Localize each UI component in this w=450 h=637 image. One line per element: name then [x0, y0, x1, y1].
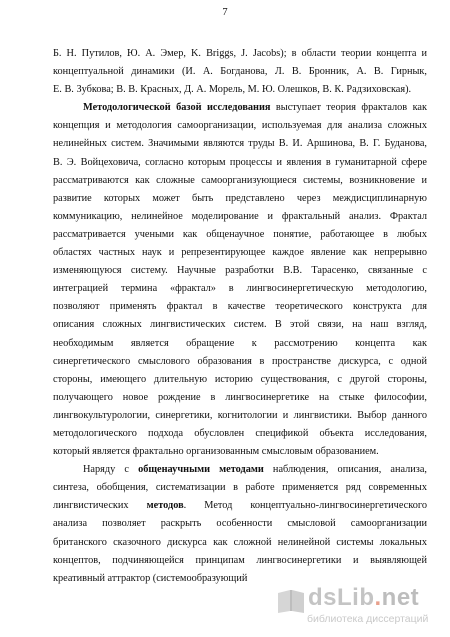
text-segment: развитие которых может быть представлено через междисциплинарную — [53, 192, 427, 204]
text-line — [53, 63, 427, 81]
text-line — [53, 280, 427, 298]
text-segment: синергетического смыслового образования в пространстве дискурса, с одной — [53, 355, 427, 367]
text-line — [53, 552, 427, 570]
text-line — [53, 190, 427, 208]
text-segment: коммуникацию, нелинейное моделирование и фрактальный анализ. Фрактал — [53, 210, 427, 222]
text-line — [53, 117, 427, 135]
text-segment: британского сказочного дискурса как сложной нелинейной системы локальных — [53, 536, 427, 548]
text-segment: областях частных наук и репрезентирующее каждое явление как непрерывно — [53, 247, 427, 259]
document-body — [53, 45, 427, 588]
text-line — [53, 244, 427, 262]
text-segment: лингвокультурологии, синергетики, когнитологии и лингвистики. Выбор данного — [53, 409, 427, 421]
text-segment: концепция и методология самоорганизации, используемая для анализа сложных — [53, 120, 427, 132]
text-line — [53, 353, 427, 371]
text-line — [53, 443, 427, 461]
text-line — [53, 335, 427, 353]
text-segment: стороны, имеющего длительную историю существования, с другой стороны, — [53, 373, 427, 385]
text-line — [53, 389, 427, 407]
text-segment: выступает теория фракталов как — [270, 102, 427, 114]
text-line — [53, 371, 427, 389]
text-segment: В. Э. Войцеховича, согласно которым процессы и явления в гуманитарной сфере — [53, 156, 427, 168]
bold-text: общенаучными методами — [138, 464, 264, 476]
text-segment: Б. Н. Путилов, Ю. А. Эмер, K. Briggs, J. Jacobs); в области теории концепта и — [53, 48, 427, 59]
book-icon — [276, 587, 306, 615]
bold-text: Методологической базой исследования — [83, 102, 271, 114]
text-segment: концептов, подчиняющейся принципам лингвосинергетики и выявляющей — [53, 554, 427, 566]
bold-text: методов — [146, 500, 184, 512]
text-segment: интеграцией термина «фрактал» в лингвосинергетическую методологию, — [53, 283, 427, 295]
text-segment: Наряду с — [83, 464, 139, 476]
watermark-logo-net: net — [381, 584, 420, 611]
text-segment: наблюдения, описания, анализа, — [263, 464, 427, 476]
watermark-logo-ds: dsLib — [308, 584, 375, 611]
text-line — [53, 461, 427, 479]
watermark-logo-dot: . — [374, 584, 382, 611]
text-line — [53, 316, 427, 334]
text-segment: лингвистических — [53, 500, 147, 512]
text-segment: получающего новое рождение в лингвосинергетике на стыке философии, — [53, 391, 427, 403]
text-line — [53, 262, 427, 280]
text-segment: Е. В. Зубкова; В. В. Красных, Д. А. Морель, М. Ю. Олешков, В. К. Радзиховская). — [53, 84, 412, 96]
text-line — [53, 226, 427, 244]
text-segment: . Метод концептуально-лингвосинергетического — [183, 500, 427, 512]
text-line — [53, 479, 427, 497]
text-segment: методологического подхода обусловлен спецификой объекта исследования, — [53, 427, 427, 439]
text-segment: описания сложных лингвистических систем. В этой связи, на наш взгляд, — [53, 319, 427, 331]
text-line — [53, 298, 427, 316]
watermark-subtitle: библиотека диссертаций — [307, 613, 429, 625]
watermark-logo — [308, 584, 419, 612]
text-segment: нелинейных систем. Значимыми являются труды В. И. Аршинова, В. Г. Буданова, — [53, 138, 427, 150]
text-segment: концептуальной динамики (И. А. Богданова, Л. В. Бронник, А. В. Гирнык, — [53, 66, 427, 78]
text-line — [53, 425, 427, 443]
text-segment: который является фрактально организованным смысловым образованием. — [53, 446, 379, 458]
page-number: 7 — [222, 7, 228, 18]
dslib-watermark — [308, 584, 448, 630]
text-segment: креативный аттрактор (системообразующий — [53, 572, 248, 584]
text-line — [53, 497, 427, 515]
text-line — [53, 135, 427, 153]
text-line — [53, 172, 427, 190]
text-line — [53, 208, 427, 226]
text-line — [53, 45, 427, 63]
text-segment: анализа позволяет раскрыть особенности смысловой самоорганизации — [53, 518, 427, 530]
text-segment: синтеза, обобщения, систематизации в работе применяется ряд современных — [53, 482, 427, 494]
text-segment: изменяющуюся систему. Научные разработки В.В. Тарасенко, связанные с — [53, 265, 427, 277]
text-segment: рассматривается учеными как общенаучное понятие, работающее в любых — [53, 228, 427, 240]
text-segment: рассматриваются как сложные самоорганизующиеся системы, возникновение и — [53, 174, 427, 186]
text-line — [53, 154, 427, 172]
text-line — [53, 407, 427, 425]
text-line — [53, 534, 427, 552]
text-segment: позволяют применять фрактал в качестве теоретического конструкта для — [53, 301, 427, 313]
text-line — [53, 99, 427, 117]
text-segment: необходимым является обращение к рассмотрению концепта как — [53, 337, 427, 349]
text-line — [53, 515, 427, 533]
text-line — [53, 81, 427, 99]
